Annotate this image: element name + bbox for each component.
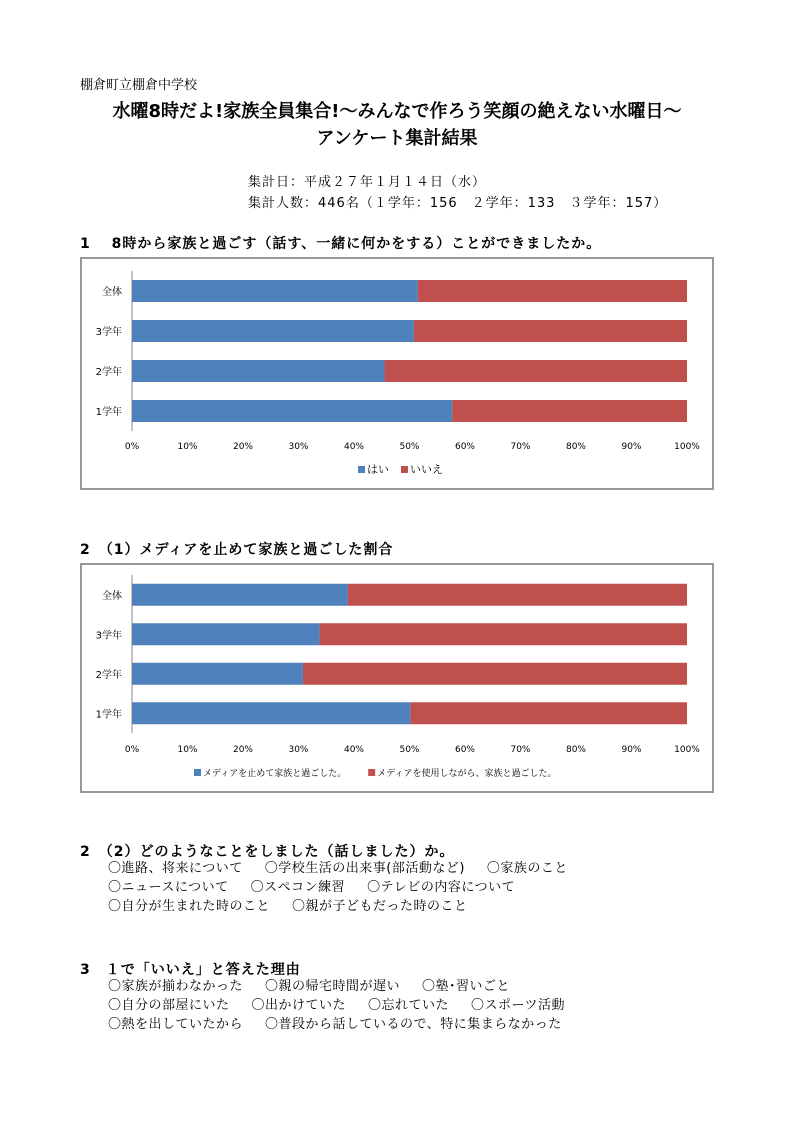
x-tick-label: 20%: [232, 745, 254, 755]
q2b-row-2: [108, 878, 590, 897]
category-label: 3学年: [95, 630, 122, 642]
bar-series2: [452, 400, 687, 422]
x-tick-label: 40%: [343, 745, 365, 755]
category-label: 全体: [102, 590, 122, 602]
q2-chart: [80, 563, 714, 793]
bar-series1: [132, 400, 452, 422]
category-label: 全体: [102, 287, 122, 298]
category-label: 2学年: [95, 669, 122, 681]
x-tick-label: 100%: [674, 442, 700, 452]
q3-item: 〇スポーツ活動: [471, 998, 566, 1013]
q3-item: 〇塾･習いごと: [422, 979, 511, 994]
category-label: 2学年: [95, 367, 122, 378]
page-title: 水曜8時だよ!家族全員集合!～みんなで作ろう笑顔の絶えない水曜日～: [112, 101, 682, 122]
x-tick-label: 30%: [288, 745, 309, 755]
x-tick-label: 80%: [565, 745, 587, 755]
legend-swatch: [368, 769, 375, 776]
q3-row-3: [108, 1015, 587, 1034]
bar-series1: [132, 702, 411, 724]
x-tick-label: 10%: [177, 442, 198, 452]
q3-item: 〇出かけていた: [251, 998, 347, 1013]
bar-series2: [385, 360, 687, 382]
category-label: 3学年: [95, 327, 122, 338]
q1-chart: [80, 257, 714, 490]
x-tick-label: 90%: [621, 442, 642, 452]
q2b-options: [108, 859, 590, 916]
bar-series1: [132, 280, 418, 302]
legend-swatch: [194, 769, 201, 776]
q2b-item: 〇ニュースについて: [108, 880, 229, 895]
q1-heading: 1 8時から家族と過ごす（話す、一緒に何かをする）ことができましたか。: [80, 236, 602, 252]
q2b-item: 〇テレビの内容について: [367, 880, 516, 895]
bar-series2: [414, 320, 687, 342]
bar-series2: [348, 584, 687, 606]
q2b-item: 〇家族のこと: [486, 861, 568, 876]
bar-series1: [132, 663, 303, 685]
legend-label: メディアを止めて家族と過ごした。: [203, 769, 347, 779]
q2b-item: 〇自分が生まれた時のこと: [108, 899, 271, 914]
x-tick-label: 10%: [177, 745, 198, 755]
x-tick-label: 0%: [124, 442, 140, 452]
q2b-item: 〇親が子どもだった時のこと: [292, 899, 468, 914]
page-subtitle: アンケート集計結果: [316, 128, 478, 149]
q3-item: 〇家族が揃わなかった: [108, 979, 244, 994]
legend-label: メディアを使用しながら、家族と過ごした。: [377, 769, 557, 779]
category-label: 1学年: [95, 709, 122, 721]
q3-heading: 3 １で「いいえ」と答えた理由: [80, 962, 301, 978]
x-tick-label: 100%: [674, 745, 700, 755]
q3-options: [108, 977, 587, 1034]
survey-date: 集計日：平成２７年１月１４日（水）: [248, 175, 487, 190]
x-tick-label: 30%: [288, 442, 309, 452]
q3-item: 〇熱を出していたから: [108, 1017, 244, 1032]
q2b-item: 〇進路、将来について: [108, 861, 243, 876]
q3-item: 〇自分の部屋にいた: [108, 998, 230, 1013]
q2-chart-svg: [82, 565, 712, 791]
bar-series2: [320, 623, 687, 645]
x-tick-label: 20%: [232, 442, 254, 452]
x-tick-label: 60%: [454, 442, 476, 452]
q3-row-1: [108, 977, 587, 996]
bar-series1: [132, 320, 414, 342]
q1-chart-svg: [82, 259, 712, 488]
x-tick-label: 0%: [124, 745, 140, 755]
x-tick-label: 40%: [343, 442, 365, 452]
category-label: 1学年: [95, 407, 122, 418]
q2b-row-3: [108, 897, 590, 916]
x-tick-label: 50%: [399, 745, 420, 755]
survey-count: 集計人数：446名（１学年：156 ２学年：133 ３学年：157）: [248, 196, 668, 211]
q2b-item: 〇学校生活の出来事(部活動など): [264, 861, 465, 876]
legend-label: いいえ: [410, 463, 443, 476]
x-tick-label: 70%: [510, 745, 531, 755]
x-tick-label: 80%: [565, 442, 587, 452]
legend-label: はい: [367, 463, 389, 476]
x-tick-label: 70%: [510, 442, 531, 452]
legend-swatch: [358, 466, 365, 473]
bar-series2: [303, 663, 687, 685]
q2-heading: 2 （1）メディアを止めて家族と過ごした割合: [80, 542, 394, 558]
bar-series2: [418, 280, 687, 302]
x-tick-label: 50%: [399, 442, 420, 452]
q2b-item: 〇スペコン練習: [250, 880, 346, 895]
q3-item: 〇親の帰宅時間が遅い: [265, 979, 401, 994]
q2b-heading: 2 （2）どのようなことをしました（話しました）か。: [80, 844, 455, 860]
q2b-row-1: [108, 859, 590, 878]
school-name: 棚倉町立棚倉中学校: [80, 78, 198, 93]
legend-swatch: [401, 466, 408, 473]
q3-row-2: [108, 996, 587, 1015]
q3-item: 〇忘れていた: [368, 998, 450, 1013]
x-tick-label: 60%: [454, 745, 476, 755]
q3-item: 〇普段から話しているので、特に集まらなかった: [265, 1017, 562, 1032]
bar-series2: [411, 702, 687, 724]
bar-series1: [132, 360, 385, 382]
bar-series1: [132, 623, 320, 645]
bar-series1: [132, 584, 348, 606]
x-tick-label: 90%: [621, 745, 642, 755]
